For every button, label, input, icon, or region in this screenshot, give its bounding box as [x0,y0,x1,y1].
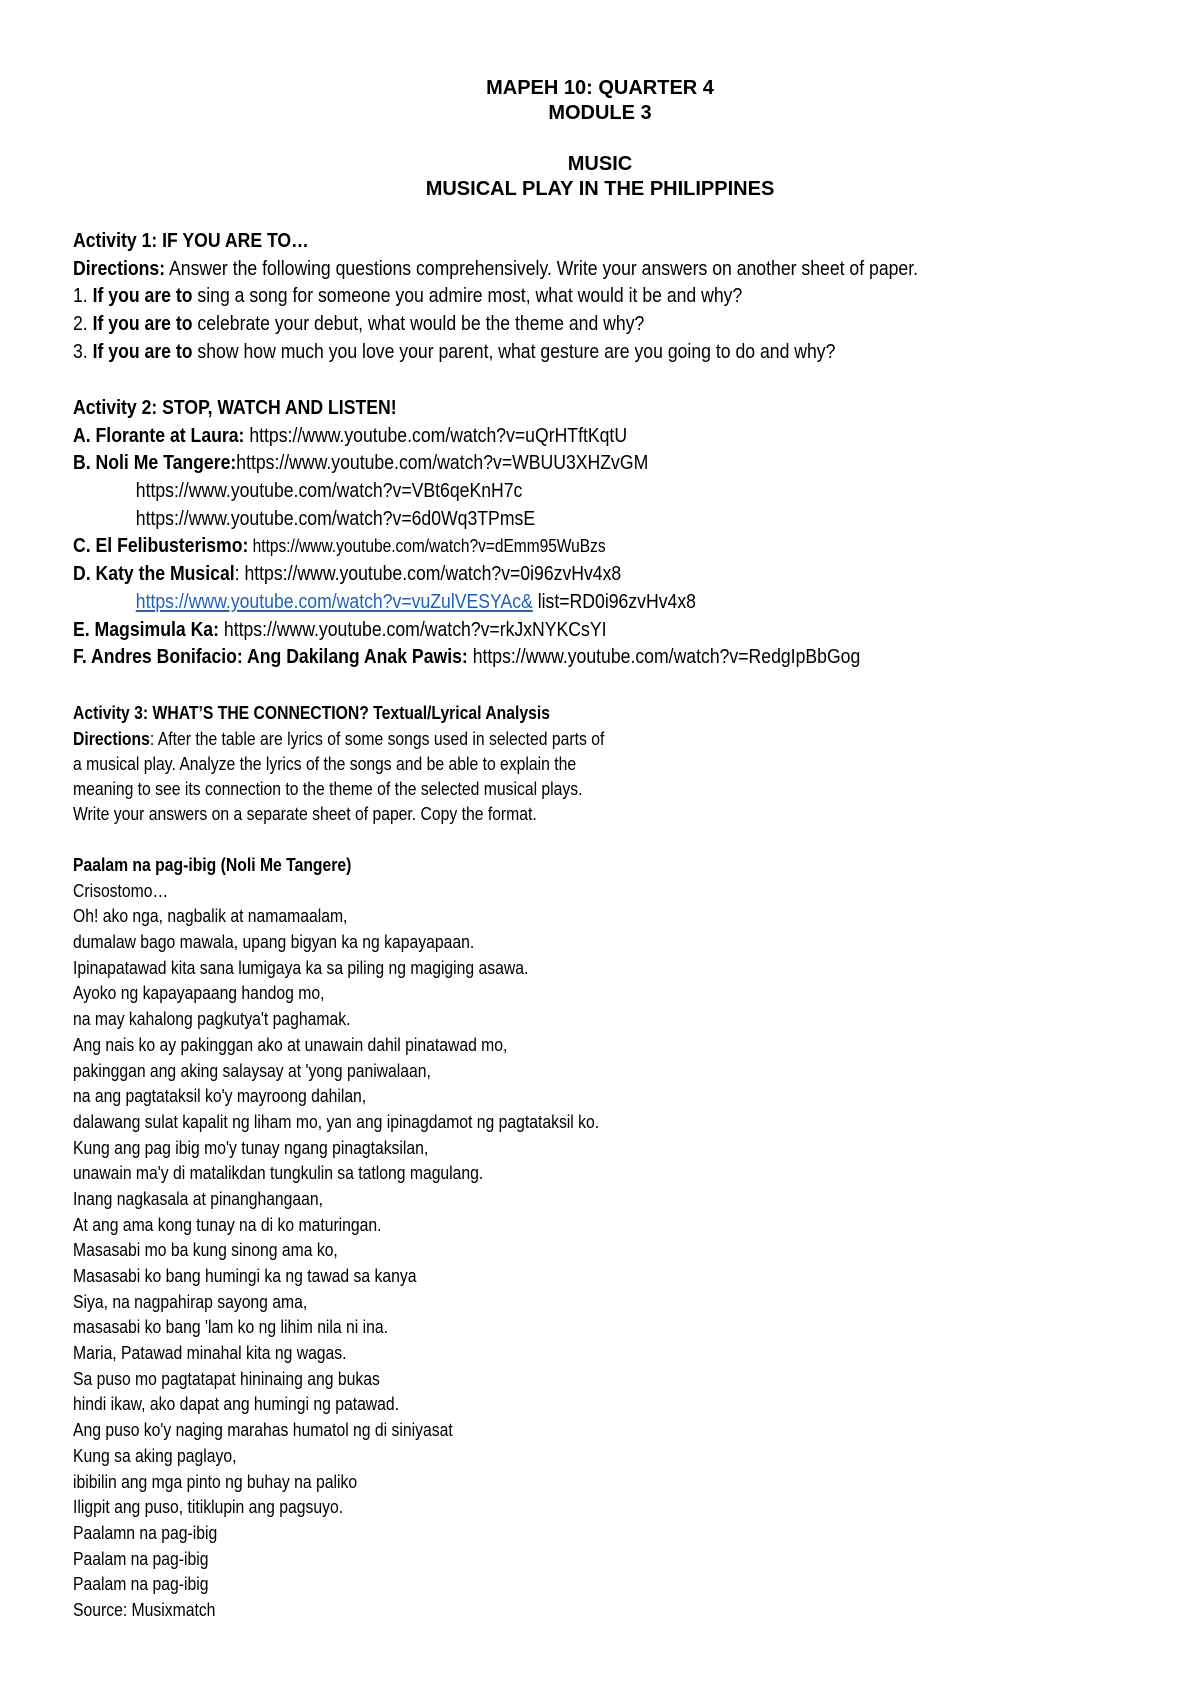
lyric-line: Crisostomo… [73,879,169,901]
directions-text: Answer the following questions comprehensively. Write your answers on another sheet of paper. [165,256,919,280]
activity2-section [73,394,1019,671]
item-number: 2. [73,312,93,336]
video-entry-e [73,616,1019,644]
lyric-line: na may kahalong pagkutya't paghamak. [73,1008,351,1030]
activity3-directions-line [73,726,1019,751]
lyric-line: pakinggan ang aking salaysay at 'yong paniwalaan, [73,1059,431,1081]
lyric-line: Paalam na pag-ibig [73,1547,209,1569]
lyric-line: Masasabi mo ba kung sinong ama ko, [73,1239,338,1261]
item-text: show how much you love your parent, what gesture are you going to do and why? [192,339,836,363]
lyric-line: Ang puso ko'y naging marahas humatol ng di siniyasat [73,1419,453,1441]
lyric-line: unawain ma'y di matalikdan tungkulin sa tatlong magulang. [73,1162,484,1184]
video-label: C. El Felibusterismo: [73,534,249,558]
video-label: E. Magsimula Ka: [73,617,219,641]
video-entry-f [73,643,1019,671]
lyric-line: Iligpit ang puso, titiklupin ang pagsuyo. [73,1496,344,1518]
video-url: https://www.youtube.com/watch?v=rkJxNYKCsYI [218,617,607,641]
video-entry-a [73,422,1019,450]
video-label-colon: : [234,562,240,586]
video-label: F. Andres Bonifacio: Ang Dakilang Anak Pawis: [73,645,468,669]
header-module: MODULE 3 [548,102,652,124]
lyric-line: Ayoko ng kapayapaang handog mo, [73,982,325,1004]
item-bold-phrase: If you are to [92,312,193,336]
song-lyrics [73,878,1019,1623]
item-number: 3. [73,339,93,363]
lyric-line: dumalaw bago mawala, upang bigyan ka ng kapayapaan. [73,931,475,953]
video-url: https://www.youtube.com/watch?v=RedgIpBbGog [467,645,861,669]
lyric-line: Paalam na pag-ibig [73,1573,209,1595]
activity1-item [73,338,1019,366]
item-number: 1. [73,284,93,308]
header-title: MUSICAL PLAY IN THE PHILIPPINES [425,178,775,200]
activity3-section [73,700,1019,826]
video-entry-d [73,560,1019,588]
lyric-line: Sa puso mo pagtatapat hininaing ang bukas [73,1367,380,1389]
activity3-directions-line: Write your answers on a separate sheet of paper. Copy the format. [73,802,537,824]
video-entry-d2 [73,588,1019,616]
activity1-directions [73,255,1019,283]
activity2-title: Activity 2: STOP, WATCH AND LISTEN! [73,396,397,419]
lyric-line: Siya, na nagpahirap sayong ama, [73,1290,308,1312]
activity3-directions-line: meaning to see its connection to the theme of the selected musical plays. [73,777,583,799]
video-url-rest: list=RD0i96zvHv4x8 [532,589,696,613]
activity3-directions-line: a musical play. Analyze the lyrics of the songs and be able to explain the [73,752,577,774]
header-topic: MUSIC [567,153,633,175]
video-url: https://www.youtube.com/watch?v=dEmm95WuBzs [248,536,606,557]
lyric-line: Inang nagkasala at pinanghangaan, [73,1187,324,1209]
activity1-section [73,227,1019,365]
activity3-title: Activity 3: WHAT’S THE CONNECTION? Textual/Lyrical Analysis [73,702,550,723]
item-text: celebrate your debut, what would be the theme and why? [192,312,645,336]
song-title: Paalam na pag-ibig (Noli Me Tangere) [73,854,352,875]
lyric-line: Ang nais ko ay pakinggan ako at unawain dahil pinatawad mo, [73,1033,508,1055]
lyric-line: Kung sa aking paglayo, [73,1444,237,1466]
lyric-line: Masasabi ko bang humingi ka ng tawad sa kanya [73,1265,417,1286]
item-text: sing a song for someone you admire most, what would it be and why? [192,284,743,308]
video-url: https://www.youtube.com/watch?v=0i96zvHv4x8 [239,562,622,586]
activity1-title: Activity 1: IF YOU ARE TO… [73,229,309,252]
lyric-line: masasabi ko bang 'lam ko ng lihim nila ni ina. [73,1316,388,1338]
item-bold-phrase: If you are to [92,339,193,363]
lyric-line: Kung ang pag ibig mo'y tunay ngang pinagtaksilan, [73,1136,429,1158]
lyric-line: ibibilin ang mga pinto ng buhay na paliko [73,1470,358,1492]
video-url: https://www.youtube.com/watch?v=uQrHTftKqtU [244,423,628,447]
video-label: D. Katy the Musical [73,562,235,586]
video-url-b2: https://www.youtube.com/watch?v=VBt6qeKnH7c [135,479,523,503]
lyric-line: At ang ama kong tunay na di ko maturingan. [73,1213,382,1235]
lyric-line: hindi ikaw, ako dapat ang humingi ng patawad. [73,1393,400,1415]
video-label: A. Florante at Laura: [73,423,245,447]
lyric-line: Oh! ako nga, nagbalik at namamaalam, [73,905,348,927]
activity1-item [73,282,1019,310]
lyric-line: Ipinapatawad kita sana lumigaya ka sa piling ng magiging asawa. [73,956,529,978]
video-entry-b [73,449,1019,477]
lyric-line: Paalamn na pag-ibig [73,1521,218,1543]
video-url-b3: https://www.youtube.com/watch?v=6d0Wq3TPmsE [135,506,536,530]
lyric-line: Maria, Patawad minahal kita ng wagas. [73,1342,347,1364]
lyric-line: na ang pagtataksil ko'y mayroong dahilan, [73,1085,367,1107]
video-label: B. Noli Me Tangere: [73,451,237,475]
directions-label: Directions: [73,256,166,280]
activity1-item [73,310,1019,338]
video-entry-c [73,532,1019,560]
directions-label: Directions [73,727,150,749]
lyric-line: dalawang sulat kapalit ng liham mo, yan ang ipinagdamot ng pagtataksil ko. [73,1110,600,1132]
item-bold-phrase: If you are to [92,284,193,308]
header-subject: MAPEH 10: QUARTER 4 [486,77,714,99]
directions-text: : After the table are lyrics of some songs used in selected parts of [149,727,605,749]
song-section [73,852,1019,1623]
lyric-line: Source: Musixmatch [73,1598,216,1620]
video-hyperlink[interactable]: https://www.youtube.com/watch?v=vuZulVESYAc& [135,589,533,613]
video-url: https://www.youtube.com/watch?v=WBUU3XHZvGM [236,451,649,475]
